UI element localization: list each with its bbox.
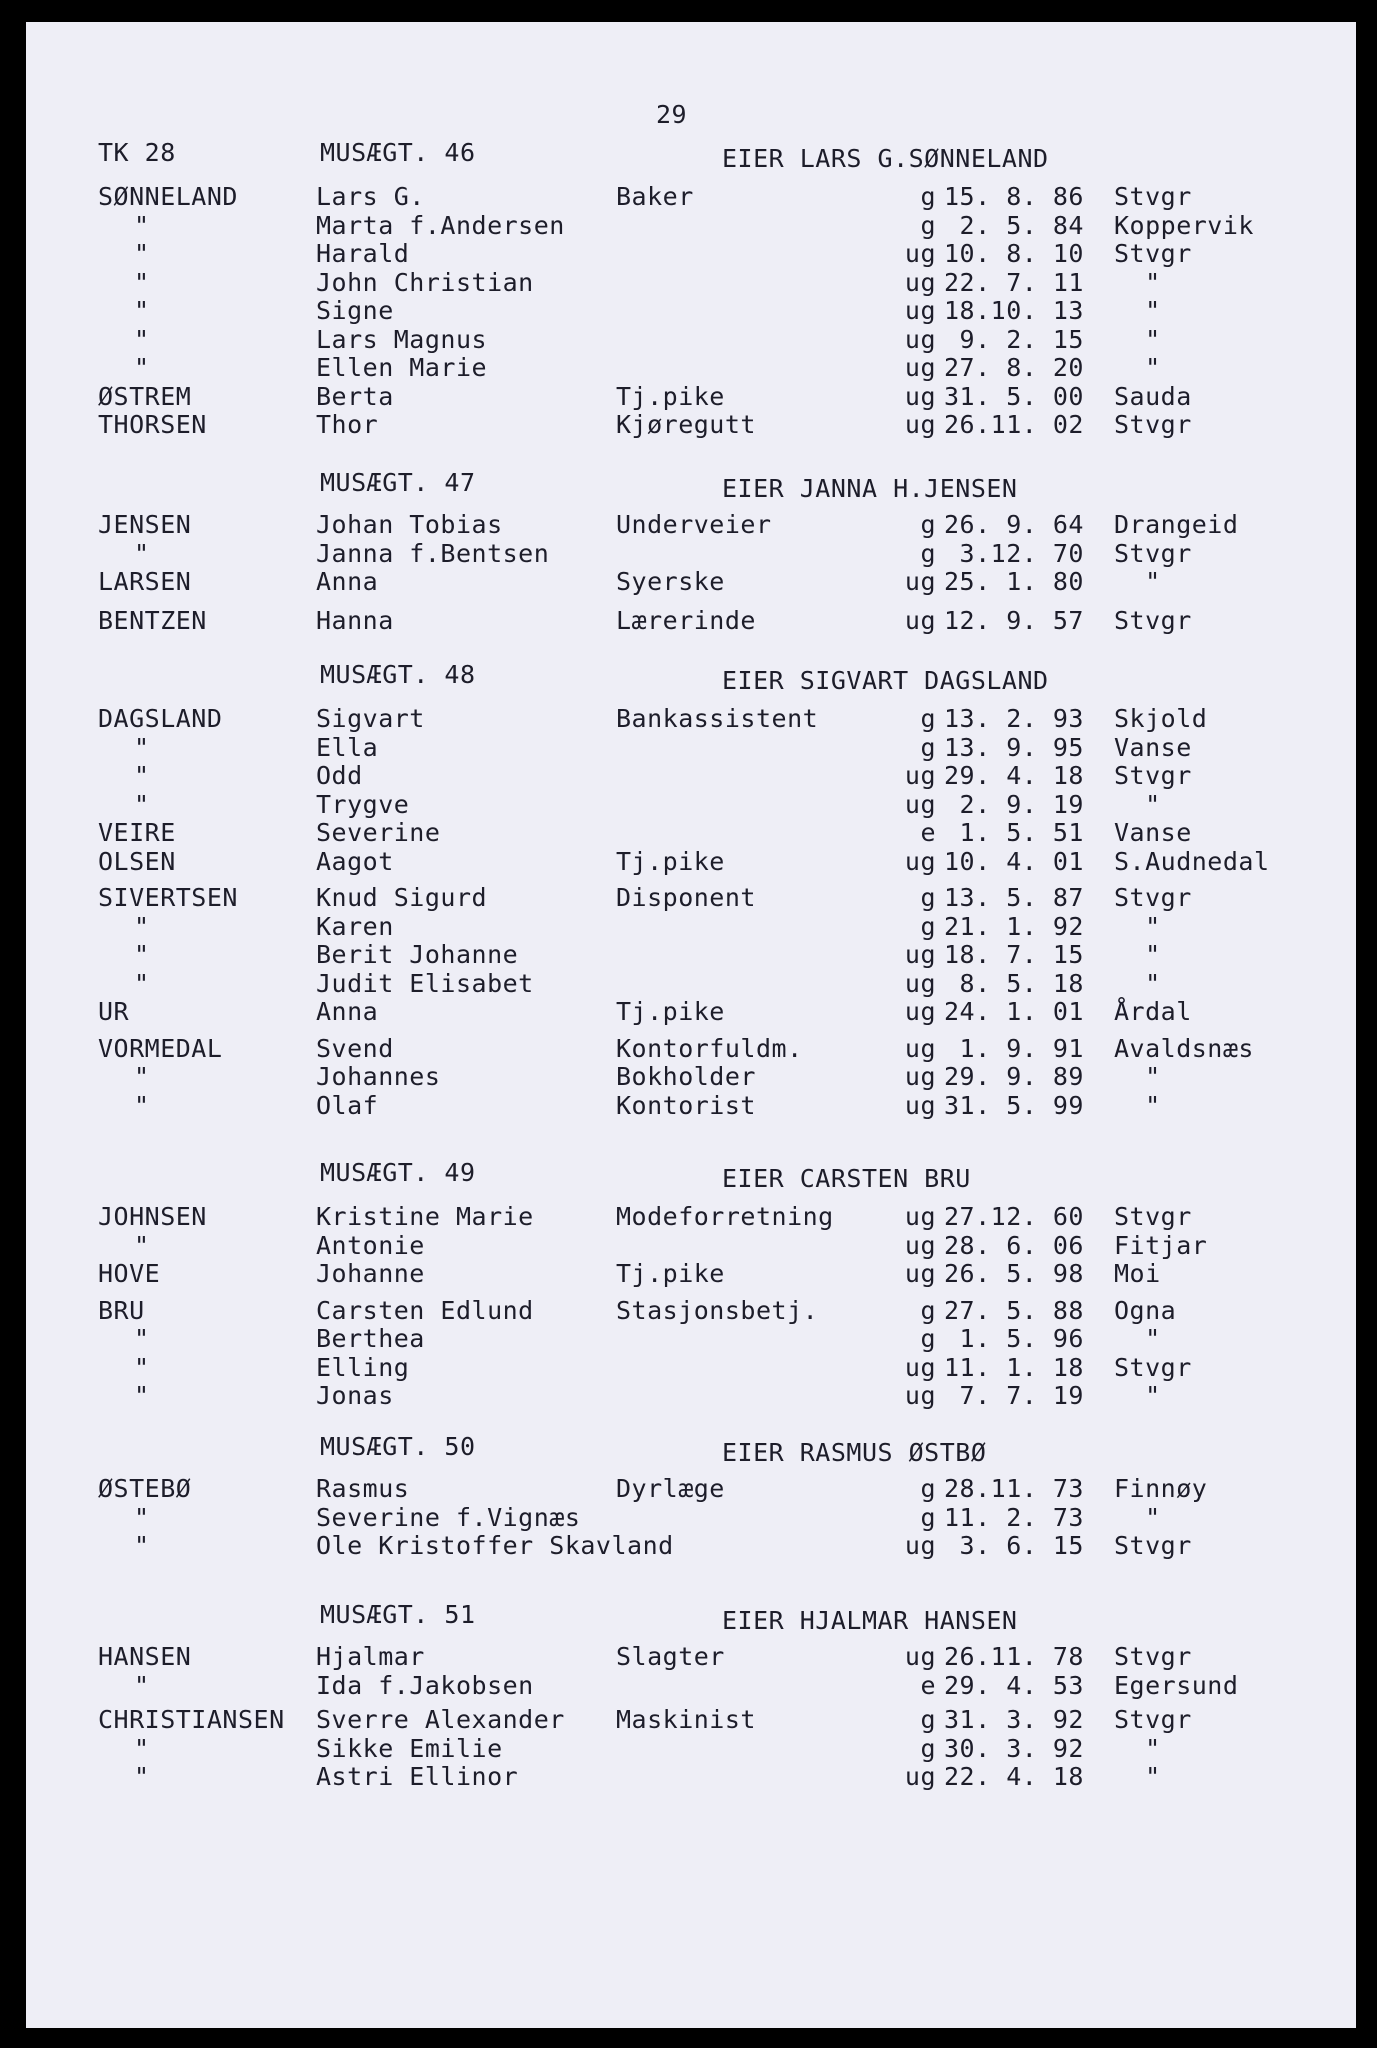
resident-marital-status: ug [904,1062,936,1091]
resident-birth-place: Fitjar [1114,1230,1208,1260]
resident-surname: JENSEN [98,510,192,539]
resident-birth-place: Stvgr [1114,239,1192,268]
page-number: 29 [656,100,688,129]
section-address: MUSÆGT. 50 [320,1432,476,1461]
resident-birth-place: Skjold [1114,704,1208,733]
resident-marital-status: g [920,911,936,941]
resident-birth-date: 29. 4. 18 [944,761,1084,790]
resident-name: Johannes [316,1062,441,1091]
residents-list [26,510,1356,634]
resident-birth-place: Stvgr [1114,761,1192,790]
resident-occupation: Bankassistent [616,704,819,733]
resident-occupation: Tj.pike [616,381,725,411]
resident-surname: HOVE [98,1259,161,1288]
resident-birth-place: " [1114,1062,1161,1091]
resident-row [26,1091,1356,1120]
resident-name: Kristine Marie [316,1202,534,1231]
resident-surname: " [134,538,150,568]
resident-row [26,1324,1356,1353]
resident-row [26,510,1356,539]
resident-marital-status: ug [904,761,936,790]
resident-name: Berta [316,381,394,411]
resident-marital-status: g [920,883,936,912]
resident-occupation: Tj.pike [616,846,725,876]
resident-row [26,268,1356,297]
resident-surname: HANSEN [98,1642,192,1671]
resident-surname: THORSEN [98,410,207,439]
section-label: TK 28 [98,138,176,167]
resident-name: Carsten Edlund [316,1295,534,1325]
resident-birth-date: 7. 7. 19 [944,1381,1084,1410]
resident-occupation: Tj.pike [616,1259,725,1288]
resident-surname: ØSTEBØ [98,1474,192,1503]
resident-row [26,1671,1356,1700]
resident-surname: " [134,1531,150,1560]
resident-surname: " [134,324,150,354]
resident-surname: " [134,761,150,790]
resident-name: Ida f.Jakobsen [316,1670,534,1700]
resident-birth-place: Stvgr [1114,883,1192,912]
resident-birth-date: 31. 5. 00 [944,381,1084,411]
resident-birth-place: Stvgr [1114,182,1192,211]
resident-birth-place: " [1114,789,1161,819]
resident-row [26,969,1356,998]
resident-name: Berit Johanne [316,940,519,969]
resident-marital-status: ug [904,324,936,354]
resident-birth-date: 9. 2. 15 [944,324,1084,354]
resident-name: Johanne [316,1259,425,1288]
resident-birth-place: " [1114,1733,1161,1763]
resident-surname: UR [98,997,130,1026]
resident-birth-date: 3.12. 70 [944,538,1084,568]
resident-row [26,997,1356,1026]
resident-birth-place: Finnøy [1114,1474,1208,1503]
section-header [26,1432,1356,1467]
resident-surname: " [134,1230,150,1260]
resident-name: Hanna [316,605,394,635]
resident-surname: " [134,1502,150,1532]
resident-row [26,1231,1356,1260]
section-header [26,468,1356,503]
resident-birth-date: 21. 1. 92 [944,911,1084,941]
resident-birth-place: " [1114,324,1161,354]
resident-surname: " [134,210,150,240]
resident-row [26,883,1356,912]
section-owner: EIER LARS G.SØNNELAND [722,144,1049,173]
resident-marital-status: ug [904,1381,936,1410]
resident-marital-status: ug [904,968,936,998]
resident-surname: " [134,1762,150,1791]
resident-name: Olaf [316,1090,379,1120]
resident-birth-date: 13. 9. 95 [944,732,1084,762]
resident-surname: " [134,1062,150,1091]
resident-birth-place: " [1114,940,1161,969]
resident-birth-date: 31. 5. 99 [944,1090,1084,1120]
resident-surname: " [134,789,150,819]
resident-birth-place: Stvgr [1114,538,1192,568]
resident-surname: DAGSLAND [98,704,223,733]
resident-name: Hjalmar [316,1642,425,1671]
resident-marital-status: g [920,210,936,240]
resident-row [26,818,1356,847]
section-header [26,1158,1356,1193]
resident-surname: " [134,267,150,297]
resident-marital-status: ug [904,1642,936,1671]
resident-name: Aagot [316,846,394,876]
resident-name: Anna [316,567,379,596]
section-header [26,138,1356,173]
resident-surname: CHRISTIANSEN [98,1705,285,1734]
resident-name: Marta f.Andersen [316,210,565,240]
resident-name: Lars Magnus [316,324,488,354]
resident-row [26,1762,1356,1791]
resident-marital-status: g [920,182,936,211]
resident-birth-place: Stvgr [1114,1705,1192,1734]
resident-marital-status: ug [904,1762,936,1791]
resident-birth-place: Sauda [1114,381,1192,411]
resident-birth-date: 1. 5. 96 [944,1324,1084,1353]
resident-birth-place: Stvgr [1114,1642,1192,1671]
resident-surname: " [134,353,150,382]
resident-marital-status: g [920,1295,936,1325]
resident-birth-date: 28.11. 73 [944,1474,1084,1503]
resident-birth-date: 26. 9. 64 [944,510,1084,539]
resident-birth-place: " [1114,1090,1161,1120]
resident-name: Johan Tobias [316,510,503,539]
section-owner: EIER RASMUS ØSTBØ [722,1438,987,1467]
resident-occupation: Tj.pike [616,997,725,1026]
resident-surname: " [134,911,150,941]
resident-birth-place: Stvgr [1114,1531,1192,1560]
resident-row [26,847,1356,876]
section-owner: EIER HJALMAR HANSEN [722,1606,1018,1635]
resident-row [26,296,1356,325]
resident-marital-status: g [920,732,936,762]
resident-birth-date: 26.11. 02 [944,410,1084,439]
resident-surname: " [134,1352,150,1382]
resident-marital-status: ug [904,605,936,635]
resident-birth-place: Koppervik [1114,210,1254,240]
resident-birth-date: 2. 9. 19 [944,789,1084,819]
resident-marital-status: ug [904,1202,936,1231]
resident-marital-status: ug [904,410,936,439]
resident-marital-status: ug [904,267,936,297]
resident-birth-date: 26.11. 78 [944,1642,1084,1671]
resident-row [26,1296,1356,1325]
residents-list [26,182,1356,439]
section-owner: EIER JANNA H.JENSEN [722,474,1018,503]
resident-name: Ole Kristoffer Skavland [316,1531,674,1560]
resident-marital-status: ug [904,1531,936,1560]
resident-marital-status: e [920,818,936,847]
resident-marital-status: ug [904,1230,936,1260]
resident-marital-status: ug [904,940,936,969]
resident-birth-place: Stvgr [1114,1202,1192,1231]
resident-marital-status: g [920,538,936,568]
resident-surname: " [134,1090,150,1120]
resident-birth-place: Årdal [1114,997,1192,1026]
resident-surname: " [134,1381,150,1410]
resident-name: Antonie [316,1230,425,1260]
resident-occupation: Modeforretning [616,1202,834,1231]
resident-name: Sigvart [316,704,425,733]
resident-row [26,567,1356,596]
resident-birth-date: 24. 1. 01 [944,997,1084,1026]
resident-birth-place: Ogna [1114,1295,1177,1325]
resident-surname: " [134,940,150,969]
resident-name: Odd [316,761,363,790]
resident-birth-place: Vanse [1114,818,1192,847]
resident-row [26,1503,1356,1532]
resident-marital-status: ug [904,1090,936,1120]
resident-surname: " [134,732,150,762]
section-address: MUSÆGT. 49 [320,1158,476,1187]
resident-marital-status: ug [904,353,936,382]
resident-birth-date: 28. 6. 06 [944,1230,1084,1260]
resident-surname: " [134,239,150,268]
resident-birth-date: 26. 5. 98 [944,1259,1084,1288]
resident-row [26,325,1356,354]
resident-marital-status: ug [904,239,936,268]
resident-birth-place: Vanse [1114,732,1192,762]
resident-birth-place: " [1114,296,1161,325]
resident-birth-place: Drangeid [1114,510,1239,539]
section-header [26,1600,1356,1635]
resident-surname: ØSTREM [98,381,192,411]
resident-row [26,382,1356,411]
resident-row [26,761,1356,790]
resident-row [26,1642,1356,1671]
resident-name: Signe [316,296,394,325]
resident-occupation: Syerske [616,567,725,596]
resident-row [26,606,1356,635]
resident-row [26,1353,1356,1382]
resident-occupation: Kontorfuldm. [616,1033,803,1063]
resident-birth-place: " [1114,567,1161,596]
resident-birth-date: 10. 4. 01 [944,846,1084,876]
resident-marital-status: g [920,1474,936,1503]
resident-row [26,790,1356,819]
resident-row [26,1381,1356,1410]
resident-name: Janna f.Bentsen [316,538,550,568]
resident-row [26,211,1356,240]
resident-birth-date: 13. 5. 87 [944,883,1084,912]
resident-occupation: Maskinist [616,1705,756,1734]
resident-surname: SØNNELAND [98,182,238,211]
resident-surname: VORMEDAL [98,1033,223,1063]
resident-surname: JOHNSEN [98,1202,207,1231]
resident-birth-place: S.Audnedal [1114,846,1270,876]
resident-surname: BENTZEN [98,605,207,635]
resident-birth-date: 27. 5. 88 [944,1295,1084,1325]
resident-marital-status: ug [904,997,936,1026]
resident-occupation: Baker [616,182,694,211]
resident-row [26,1062,1356,1091]
resident-marital-status: g [920,1705,936,1734]
resident-birth-date: 18.10. 13 [944,296,1084,325]
resident-row [26,940,1356,969]
resident-birth-date: 27. 8. 20 [944,353,1084,382]
resident-name: Elling [316,1352,410,1382]
resident-occupation: Dyrlæge [616,1474,725,1503]
resident-surname: SIVERTSEN [98,883,238,912]
resident-occupation: Stasjonsbetj. [616,1295,819,1325]
resident-row [26,1531,1356,1560]
resident-occupation: Underveier [616,510,772,539]
resident-name: Severine f.Vignæs [316,1502,581,1532]
section-address: MUSÆGT. 51 [320,1600,476,1629]
resident-surname: BRU [98,1295,145,1325]
resident-name: Lars G. [316,182,425,211]
resident-birth-place: " [1114,968,1161,998]
resident-birth-place: " [1114,267,1161,297]
resident-birth-date: 22. 7. 11 [944,267,1084,297]
resident-name: Knud Sigurd [316,883,488,912]
resident-birth-date: 25. 1. 80 [944,567,1084,596]
residents-list [26,1642,1356,1791]
resident-name: Judit Elisabet [316,968,534,998]
resident-marital-status: e [920,1670,936,1700]
section-owner: EIER CARSTEN BRU [722,1164,971,1193]
resident-surname: " [134,1733,150,1763]
residents-list [26,1474,1356,1560]
resident-name: Trygve [316,789,410,819]
resident-name: John Christian [316,267,534,297]
resident-birth-place: " [1114,1324,1161,1353]
resident-birth-date: 11. 1. 18 [944,1352,1084,1382]
resident-surname: " [134,1670,150,1700]
resident-surname: " [134,1324,150,1353]
section-owner: EIER SIGVART DAGSLAND [722,666,1049,695]
resident-birth-date: 1. 9. 91 [944,1033,1084,1063]
resident-occupation: Slagter [616,1642,725,1671]
resident-birth-place: " [1114,1502,1161,1532]
residents-list [26,704,1356,1119]
resident-birth-date: 29. 9. 89 [944,1062,1084,1091]
resident-row [26,733,1356,762]
resident-birth-date: 15. 8. 86 [944,182,1084,211]
resident-birth-place: Stvgr [1114,1352,1192,1382]
resident-marital-status: g [920,1502,936,1532]
resident-birth-place: Avaldsnæs [1114,1033,1254,1063]
resident-name: Sverre Alexander [316,1705,565,1734]
resident-surname: " [134,968,150,998]
resident-birth-date: 2. 5. 84 [944,210,1084,240]
resident-name: Astri Ellinor [316,1762,519,1791]
resident-birth-date: 22. 4. 18 [944,1762,1084,1791]
resident-row [26,912,1356,941]
resident-row [26,239,1356,268]
resident-name: Karen [316,911,394,941]
resident-marital-status: ug [904,846,936,876]
resident-birth-date: 29. 4. 53 [944,1670,1084,1700]
resident-name: Sikke Emilie [316,1733,503,1763]
residents-list [26,1202,1356,1410]
resident-birth-place: Stvgr [1114,605,1192,635]
resident-marital-status: ug [904,381,936,411]
resident-birth-place: Egersund [1114,1670,1239,1700]
resident-birth-place: Stvgr [1114,410,1192,439]
resident-occupation: Disponent [616,883,756,912]
resident-name: Severine [316,818,441,847]
section-address: MUSÆGT. 48 [320,660,476,689]
resident-marital-status: g [920,704,936,733]
resident-birth-date: 3. 6. 15 [944,1531,1084,1560]
resident-row [26,410,1356,439]
resident-marital-status: g [920,1324,936,1353]
resident-name: Harald [316,239,410,268]
resident-surname: " [134,296,150,325]
resident-birth-place: " [1114,1381,1161,1410]
resident-row [26,1034,1356,1063]
resident-birth-date: 11. 2. 73 [944,1502,1084,1532]
resident-marital-status: ug [904,567,936,596]
resident-surname: LARSEN [98,567,192,596]
resident-marital-status: g [920,510,936,539]
resident-marital-status: ug [904,1352,936,1382]
resident-marital-status: ug [904,1033,936,1063]
resident-birth-date: 13. 2. 93 [944,704,1084,733]
resident-row [26,704,1356,733]
resident-name: Ella [316,732,379,762]
resident-birth-place: Moi [1114,1259,1161,1288]
resident-row [26,539,1356,568]
resident-birth-date: 18. 7. 15 [944,940,1084,969]
resident-name: Jonas [316,1381,394,1410]
resident-row [26,353,1356,382]
resident-birth-place: " [1114,353,1161,382]
resident-name: Rasmus [316,1474,410,1503]
resident-birth-date: 27.12. 60 [944,1202,1084,1231]
resident-row [26,182,1356,211]
resident-row [26,1705,1356,1734]
resident-birth-date: 12. 9. 57 [944,605,1084,635]
resident-row [26,1259,1356,1288]
section-address: MUSÆGT. 47 [320,468,476,497]
resident-surname: OLSEN [98,846,176,876]
resident-occupation: Bokholder [616,1062,756,1091]
resident-marital-status: g [920,1733,936,1763]
resident-surname: VEIRE [98,818,176,847]
resident-birth-date: 1. 5. 51 [944,818,1084,847]
resident-birth-date: 31. 3. 92 [944,1705,1084,1734]
resident-name: Svend [316,1033,394,1063]
resident-birth-date: 8. 5. 18 [944,968,1084,998]
resident-occupation: Lærerinde [616,605,756,635]
section-address: MUSÆGT. 46 [320,138,476,167]
resident-marital-status: ug [904,296,936,325]
resident-row [26,1202,1356,1231]
resident-birth-date: 10. 8. 10 [944,239,1084,268]
resident-name: Ellen Marie [316,353,488,382]
resident-marital-status: ug [904,1259,936,1288]
resident-occupation: Kjøregutt [616,410,756,439]
resident-birth-date: 30. 3. 92 [944,1733,1084,1763]
resident-name: Berthea [316,1324,425,1353]
resident-row [26,1474,1356,1503]
resident-marital-status: ug [904,789,936,819]
resident-birth-place: " [1114,1762,1161,1791]
resident-birth-place: " [1114,911,1161,941]
resident-row [26,1734,1356,1763]
resident-name: Thor [316,410,379,439]
resident-name: Anna [316,997,379,1026]
document-page [26,22,1356,2028]
resident-occupation: Kontorist [616,1090,756,1120]
section-header [26,660,1356,695]
